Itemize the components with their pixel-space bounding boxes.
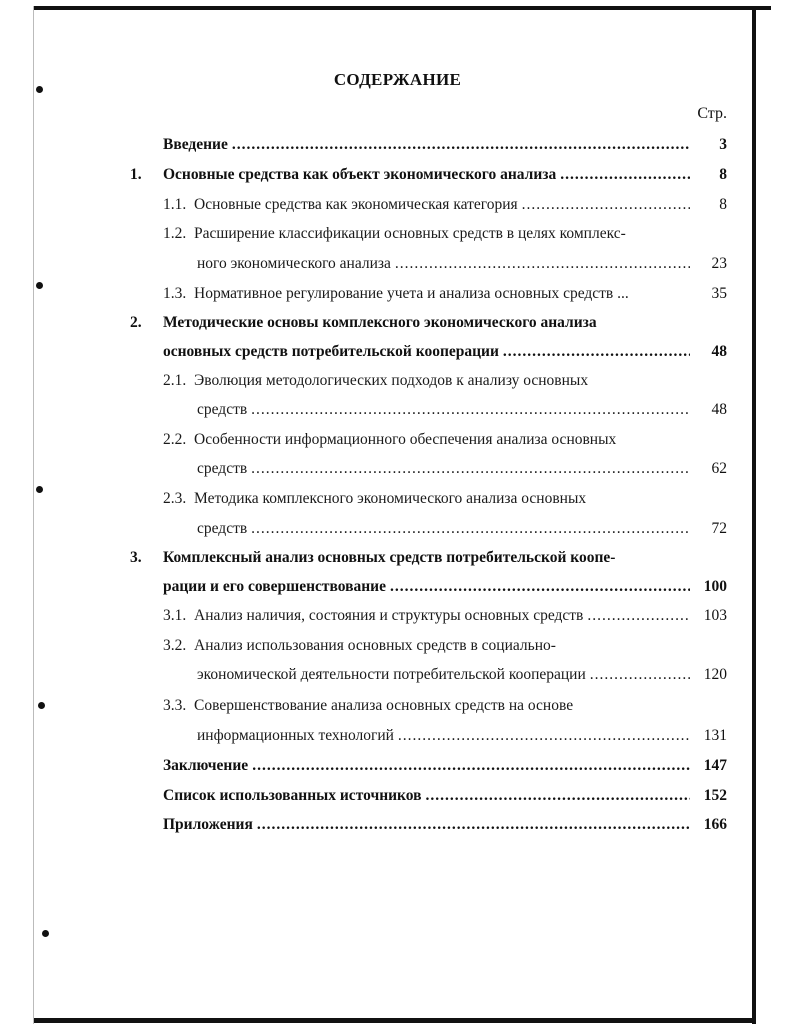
- dot-leader: [251, 460, 690, 478]
- toc-page-number: 152: [703, 787, 727, 804]
- toc-entry-3-3-continued[interactable]: [197, 727, 690, 745]
- dot-leader: [398, 727, 690, 745]
- toc-entry-2-2[interactable]: [163, 431, 690, 449]
- toc-entry-title: Эволюция методологических подходов к анализу основных: [194, 372, 589, 389]
- toc-page-number: 48: [711, 343, 727, 360]
- toc-chapter-number: 2.: [130, 314, 142, 331]
- toc-page-number: 8: [719, 196, 727, 213]
- toc-entry-title: Список использованных источников: [163, 787, 422, 804]
- frame-top-border: [33, 6, 771, 10]
- toc-page-number: 62: [711, 460, 727, 477]
- toc-page-number: 166: [703, 816, 727, 833]
- toc-entry-3-2[interactable]: [163, 637, 690, 655]
- toc-entry-chapter-3-continued[interactable]: [163, 578, 690, 596]
- toc-page-number: 147: [703, 757, 727, 774]
- toc-entry-3-1[interactable]: [163, 607, 690, 625]
- toc-page-number: 100: [703, 578, 727, 595]
- toc-entry-2-3[interactable]: [163, 490, 690, 508]
- toc-entry-1-2[interactable]: [163, 225, 690, 243]
- toc-entry-title: Основные средства как объект экономического анализа: [163, 166, 557, 183]
- toc-entry-title: Заключение: [163, 757, 249, 774]
- toc-entry-2-1-continued[interactable]: [197, 401, 690, 419]
- toc-entry-title: Расширение классификации основных средств в целях комплекс-: [194, 225, 626, 242]
- dot-leader: [252, 757, 690, 775]
- toc-entry-title: Анализ наличия, состояния и структуры основных средств: [194, 607, 584, 624]
- toc-page-number: 35: [711, 285, 727, 302]
- toc-entry-title: Нормативное регулирование учета и анализа основных средств ...: [194, 285, 629, 302]
- frame-right-border: [752, 6, 756, 1024]
- dot-leader: [522, 196, 690, 214]
- toc-section-number: 2.2.: [163, 431, 187, 448]
- toc-entry-appendices[interactable]: [163, 816, 690, 834]
- toc-chapter-number: 3.: [130, 549, 142, 566]
- dot-leader: [560, 166, 690, 184]
- dot-leader: [251, 401, 690, 419]
- toc-section-number: 1.1.: [163, 196, 187, 213]
- toc-entry-title: Методика комплексного экономического анализа основных: [194, 490, 587, 507]
- toc-entry-title-continued: средств: [197, 520, 248, 537]
- dot-leader: [251, 520, 690, 538]
- toc-entry-title: Комплексный анализ основных средств потребительской коопе-: [163, 549, 616, 566]
- toc-section-number: 3.2.: [163, 637, 187, 654]
- toc-page-number: 48: [711, 401, 727, 418]
- toc-entry-1-3[interactable]: [163, 285, 690, 303]
- toc-entry-1-1[interactable]: [163, 196, 690, 214]
- toc-page-number: 103: [703, 607, 727, 624]
- toc-page-number: 120: [703, 666, 727, 683]
- toc-entry-chapter-2-continued[interactable]: [163, 343, 690, 361]
- toc-entry-title: Совершенствование анализа основных средств на основе: [194, 697, 574, 714]
- toc-entry-chapter-1[interactable]: [163, 166, 690, 184]
- toc-entry-chapter-3[interactable]: [163, 549, 690, 567]
- toc-entry-conclusion[interactable]: [163, 757, 690, 775]
- toc-page-number: 72: [711, 520, 727, 537]
- toc-entry-title: Введение: [163, 136, 228, 153]
- toc-section-number: 1.2.: [163, 225, 187, 242]
- toc-entry-2-1[interactable]: [163, 372, 690, 390]
- toc-entry-title: Методические основы комплексного экономического анализа: [163, 314, 597, 331]
- toc-entry-3-2-continued[interactable]: [197, 666, 690, 684]
- toc-entry-title: Основные средства как экономическая категория: [194, 196, 518, 213]
- toc-page-number: 3: [719, 136, 727, 153]
- punch-mark: [38, 702, 45, 709]
- page-title: СОДЕРЖАНИЕ: [333, 70, 462, 89]
- toc-entry-title-continued: средств: [197, 401, 248, 418]
- dot-leader: [503, 343, 690, 361]
- toc-page-number: 23: [711, 255, 727, 272]
- toc-section-number: 3.3.: [163, 697, 187, 714]
- toc-entry-title: Приложения: [163, 816, 253, 833]
- toc-entry-title-continued: информационных технологий: [197, 727, 394, 744]
- frame-left-border: [33, 6, 34, 1024]
- toc-entry-title-continued: основных средств потребительской кооперации: [163, 343, 499, 360]
- toc-section-number: 1.3.: [163, 285, 187, 302]
- toc-entry-title: Анализ использования основных средств в социально-: [194, 637, 556, 654]
- dot-leader: [232, 136, 690, 154]
- toc-entry-introduction[interactable]: [163, 136, 690, 154]
- punch-mark: [42, 930, 49, 937]
- dot-leader: [587, 607, 690, 625]
- punch-mark: [36, 282, 43, 289]
- toc-entry-2-2-continued[interactable]: [197, 460, 690, 478]
- toc-entry-title: Особенности информационного обеспечения анализа основных: [194, 431, 617, 448]
- toc-entry-1-2-continued[interactable]: [197, 255, 690, 273]
- dot-leader: [426, 787, 690, 805]
- toc-entry-title-continued: средств: [197, 460, 248, 477]
- toc-entry-chapter-2[interactable]: [163, 314, 690, 332]
- toc-entry-2-3-continued[interactable]: [197, 520, 690, 538]
- toc-page-number: 8: [719, 166, 727, 183]
- dot-leader: [395, 255, 690, 273]
- toc-entry-3-3[interactable]: [163, 697, 690, 715]
- toc-entry-title-continued: ного экономического анализа: [197, 255, 391, 272]
- toc-section-number: 2.1.: [163, 372, 187, 389]
- toc-entry-title-continued: рации и его совершенствование: [163, 578, 386, 595]
- page-column-label: Стр.: [697, 105, 727, 122]
- dot-leader: [590, 666, 690, 684]
- dot-leader: [390, 578, 690, 596]
- toc-section-number: 2.3.: [163, 490, 187, 507]
- toc-page-number: 131: [703, 727, 727, 744]
- toc-entry-references[interactable]: [163, 787, 690, 805]
- toc-section-number: 3.1.: [163, 607, 187, 624]
- toc-entry-title-continued: экономической деятельности потребительской кооперации: [197, 666, 586, 683]
- dot-leader: [257, 816, 690, 834]
- punch-mark: [36, 486, 43, 493]
- frame-bottom-border: [33, 1018, 756, 1023]
- toc-chapter-number: 1.: [130, 166, 142, 183]
